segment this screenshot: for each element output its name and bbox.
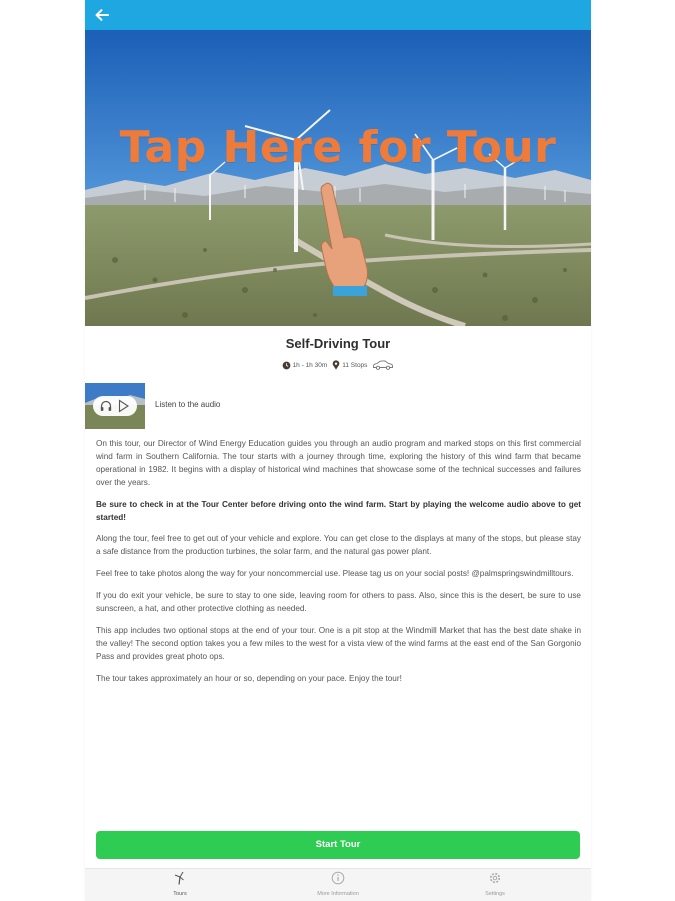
duration-text: 1h - 1h 30m xyxy=(292,361,328,369)
nav-tab-settings[interactable] xyxy=(445,871,545,899)
audio-label: Listen to the audio xyxy=(155,400,221,409)
back-button[interactable] xyxy=(93,6,111,24)
windmill-icon xyxy=(173,871,187,885)
app-screen xyxy=(85,0,591,900)
tour-hero-image[interactable] xyxy=(85,30,591,326)
nav-tab-settings-label: Settings xyxy=(485,891,505,897)
arrow-left-icon xyxy=(93,6,111,24)
description-paragraph: If you do exit your vehicle, be sure to stay to one side, leaving room for others to pass. Also, since this is the desert, be sure to use sunscreen, a hat, and other protective clothing as needed. xyxy=(96,591,581,614)
description-paragraph: The tour takes approximately an hour or so, depending on your pace. Enjoy the tour! xyxy=(96,673,402,683)
audio-thumbnail-image xyxy=(85,383,145,429)
nav-tab-tours[interactable] xyxy=(130,871,230,899)
top-app-bar xyxy=(85,0,591,30)
nav-tab-more-information-label: More Information xyxy=(317,891,359,897)
description-paragraph: Feel free to take photos along the way for your noncommercial use. Please tag us on your social posts! @palmspringswindmilltours. xyxy=(96,569,574,579)
description-callout: Be sure to check in at the Tour Center before driving onto the wind farm. Start by playing the welcome audio above to get started! xyxy=(96,499,581,522)
tap-here-overlay-text: Tap Here for Tour xyxy=(119,122,557,173)
clock-icon xyxy=(282,361,291,370)
description-paragraph: On this tour, our Director of Wind Energy Education guides you through an audio program and marked stops on this first commercial wind farm in Southern California. The tour starts with a journey through time, exploring the history of this wind farm that became operational in 1982. It begins with a display of historical wind machines that showcase some of the technical successes and failures over the years. xyxy=(96,439,581,487)
tour-meta xyxy=(85,360,591,370)
nav-tab-tours-label: Tours xyxy=(173,891,187,897)
duration-info xyxy=(282,361,328,370)
info-icon xyxy=(331,871,345,885)
pointing-hand-icon xyxy=(317,180,379,304)
description-paragraph: Along the tour, feel free to get out of your vehicle and explore. You can get close to the displays at many of the stops, but please stay a safe distance from the production turbines, the solar farm, and the natural gas power plant. xyxy=(96,534,581,557)
audio-thumbnail[interactable] xyxy=(85,383,145,429)
map-pin-icon xyxy=(332,360,340,370)
gear-icon xyxy=(488,871,502,885)
headphones-icon xyxy=(99,399,113,413)
stops-info xyxy=(332,360,367,370)
bottom-navigation xyxy=(85,868,591,901)
stops-text: 11 Stops xyxy=(342,361,368,369)
tour-title: Self-Driving Tour xyxy=(285,336,391,351)
tour-description xyxy=(96,438,581,695)
car-icon xyxy=(372,360,394,370)
nav-tab-more-information[interactable] xyxy=(288,871,388,899)
audio-player-row xyxy=(85,383,591,429)
description-paragraph: This app includes two optional stops at the end of your tour. One is a pit stop at the Windmill Market that has the best date shake in the valley! The second option takes you a few miles to the west for a vista view of the wind farms at the east end of the San Gorgonio Pass and provides great photo ops. xyxy=(96,625,581,661)
play-icon[interactable] xyxy=(117,399,130,413)
start-tour-button[interactable]: Start Tour xyxy=(96,831,580,859)
